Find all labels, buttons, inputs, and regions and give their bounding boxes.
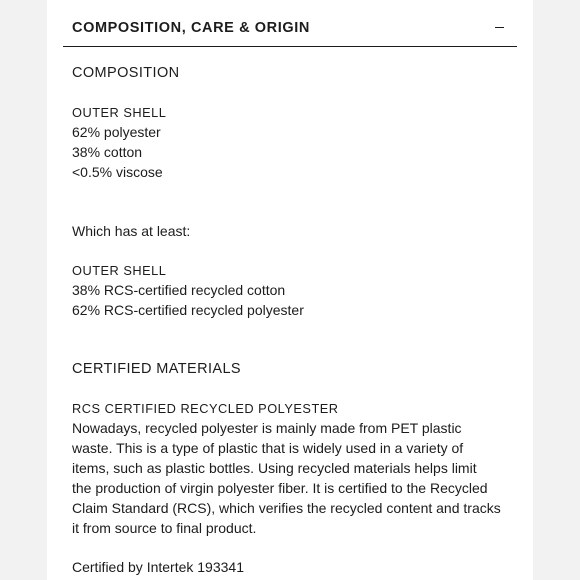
description-line: it from source to final product. xyxy=(72,520,257,536)
recycled-item: 38% RCS-certified recycled cotton xyxy=(72,282,286,298)
minus-icon[interactable] xyxy=(495,27,504,28)
recycled-item: 62% RCS-certified recycled polyester xyxy=(72,302,304,318)
outer-shell-label: OUTER SHELL xyxy=(72,105,167,120)
composition-item: 62% polyester xyxy=(72,124,161,140)
composition-heading: COMPOSITION xyxy=(72,65,180,81)
at-least-text: Which has at least: xyxy=(72,223,191,239)
at-least-outer-shell-label: OUTER SHELL xyxy=(72,263,167,278)
composition-item: <0.5% viscose xyxy=(72,164,163,180)
certifier-text: Certified by Intertek 193341 xyxy=(72,559,244,575)
description-line: Nowadays, recycled polyester is mainly made from PET plastic xyxy=(72,420,462,436)
certified-materials-heading: CERTIFIED MATERIALS xyxy=(72,361,242,377)
rcs-subheading: RCS CERTIFIED RECYCLED POLYESTER xyxy=(72,401,339,416)
description-line: items, such as plastic bottles. Using recycled materials helps limit xyxy=(72,460,477,476)
description-line: Claim Standard (RCS), which verifies the recycled content and tracks xyxy=(72,500,501,516)
description-line: the production of virgin polyester fiber. It is certified to the Recycled xyxy=(72,480,488,496)
description-line: waste. This is a type of plastic that is widely used in a variety of xyxy=(72,440,464,456)
composition-item: 38% cotton xyxy=(72,144,143,160)
accordion-title: COMPOSITION, CARE & ORIGIN xyxy=(72,20,310,36)
accordion-header[interactable] xyxy=(63,0,517,47)
